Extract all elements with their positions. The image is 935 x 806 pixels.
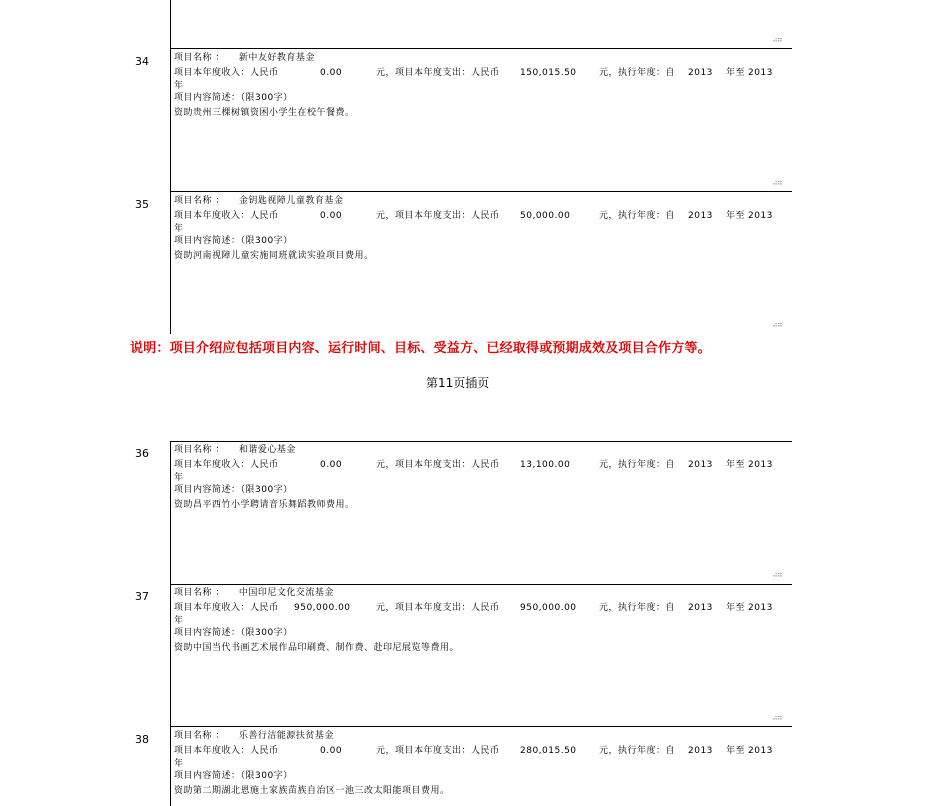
income-label: 项目本年度收入：人民币 (174, 211, 279, 221)
project-entry (174, 443, 790, 513)
row-separator (170, 726, 792, 727)
project-finance-line (174, 744, 790, 759)
income-label: 项目本年度收入：人民币 (174, 746, 279, 756)
description-label: 项目内容简述：（限300字） (174, 236, 293, 246)
project-entry (174, 194, 790, 264)
income-value: 0.00 (320, 460, 343, 470)
expense-label: 元，项目本年度支出：人民币 (376, 211, 500, 221)
year-suffix: 年 (174, 224, 184, 234)
row-separator (170, 191, 792, 192)
project-name: 乐善行洁能源扶贫基金 (238, 731, 334, 741)
resize-mark-icon: ⠴⠶ (772, 713, 782, 722)
project-entry (174, 586, 790, 656)
project-description: 资助河南视障儿童实施同班就读实验项目费用。 (174, 251, 374, 261)
income-label: 项目本年度收入：人民币 (174, 460, 279, 470)
income-label: 项目本年度收入：人民币 (174, 68, 279, 78)
project-name: 和谐爱心基金 (238, 445, 296, 455)
exec-year-label: 元，执行年度：自 (599, 460, 676, 470)
year-to: 2013 (748, 68, 773, 78)
page-insert-label: 第11页插页 (426, 376, 490, 390)
project-name-label: 项目名称 ： (174, 53, 225, 63)
resize-mark-icon: ⠴⠶ (772, 570, 782, 579)
resize-mark-icon: ⠴⠶ (772, 178, 782, 187)
year-to: 2013 (748, 746, 773, 756)
year-to-label: 年至 (726, 211, 746, 221)
year-to-label: 年至 (726, 68, 746, 78)
exec-year-label: 元，执行年度：自 (599, 746, 676, 756)
table-left-border (170, 441, 171, 806)
income-value: 0.00 (320, 746, 343, 756)
project-name-line (174, 194, 790, 209)
year-to-label: 年至 (726, 603, 746, 613)
year-from: 2013 (688, 746, 713, 756)
project-number: 35 (135, 198, 149, 211)
income-value: 0.00 (320, 68, 343, 78)
row-separator (170, 48, 792, 49)
project-finance-line (174, 601, 790, 616)
expense-label: 元，项目本年度支出：人民币 (376, 746, 500, 756)
project-name-line (174, 586, 790, 601)
table-left-border (170, 0, 171, 334)
expense-value: 280,015.50 (520, 746, 577, 756)
expense-value: 50,000.00 (520, 211, 571, 221)
resize-mark-icon: ⠴⠶ (772, 320, 782, 329)
exec-year-label: 元，执行年度：自 (599, 68, 676, 78)
year-to-label: 年至 (726, 746, 746, 756)
year-from: 2013 (688, 68, 713, 78)
project-name-line (174, 443, 790, 458)
description-label: 项目内容简述：（限300字） (174, 485, 293, 495)
project-number: 37 (135, 590, 149, 603)
project-entry (174, 729, 790, 799)
resize-mark-icon: ⠴⠶ (772, 35, 782, 44)
project-description: 资助第二期湖北恩施土家族苗族自治区一池三改太阳能项目费用。 (174, 786, 450, 796)
project-description: 资助贵州三棵树镇资困小学生在校午餐费。 (174, 108, 355, 118)
project-name-label: 项目名称 ： (174, 445, 225, 455)
year-to: 2013 (748, 460, 773, 470)
project-entry (174, 51, 790, 121)
instruction-note: 说明：项目介绍应包括项目内容、运行时间、目标、受益方、已经取得或预期成效及项目合作方等。 (130, 341, 711, 356)
row-separator (170, 441, 792, 442)
expense-label: 元，项目本年度支出：人民币 (376, 603, 500, 613)
project-name: 金钥匙视障儿童教育基金 (238, 196, 344, 206)
project-name-label: 项目名称 ： (174, 196, 225, 206)
year-suffix: 年 (174, 759, 184, 769)
project-finance-line (174, 458, 790, 473)
year-from: 2013 (688, 211, 713, 221)
project-number: 38 (135, 733, 149, 746)
year-from: 2013 (688, 603, 713, 613)
project-number: 36 (135, 447, 149, 460)
income-value: 0.00 (320, 211, 343, 221)
year-to: 2013 (748, 211, 773, 221)
expense-label: 元，项目本年度支出：人民币 (376, 68, 500, 78)
exec-year-label: 元，执行年度：自 (599, 211, 676, 221)
project-name-line (174, 729, 790, 744)
income-label: 项目本年度收入：人民币 (174, 603, 279, 613)
expense-value: 950,000.00 (520, 603, 577, 613)
year-from: 2013 (688, 460, 713, 470)
exec-year-label: 元，执行年度：自 (599, 603, 676, 613)
project-name-label: 项目名称 ： (174, 588, 225, 598)
expense-value: 150,015.50 (520, 68, 577, 78)
description-label: 项目内容简述：（限300字） (174, 93, 293, 103)
row-separator (170, 584, 792, 585)
description-label: 项目内容简述：（限300字） (174, 771, 293, 781)
year-suffix: 年 (174, 616, 184, 626)
year-to-label: 年至 (726, 460, 746, 470)
project-description: 资助中国当代书画艺术展作品印刷费、制作费、赴印尼展览等费用。 (174, 643, 460, 653)
project-name: 中国印尼文化交流基金 (238, 588, 334, 598)
year-suffix: 年 (174, 81, 184, 91)
project-finance-line (174, 209, 790, 224)
expense-value: 13,100.00 (520, 460, 571, 470)
year-suffix: 年 (174, 473, 184, 483)
project-number: 34 (135, 55, 149, 68)
year-to: 2013 (748, 603, 773, 613)
income-value: 950,000.00 (294, 603, 351, 613)
project-name-label: 项目名称 ： (174, 731, 225, 741)
project-description: 资助昌平西竹小学聘请音乐舞蹈教师费用。 (174, 500, 355, 510)
expense-label: 元，项目本年度支出：人民币 (376, 460, 500, 470)
project-name-line (174, 51, 790, 66)
project-finance-line (174, 66, 790, 81)
project-name: 新中友好教育基金 (238, 53, 315, 63)
description-label: 项目内容简述：（限300字） (174, 628, 293, 638)
